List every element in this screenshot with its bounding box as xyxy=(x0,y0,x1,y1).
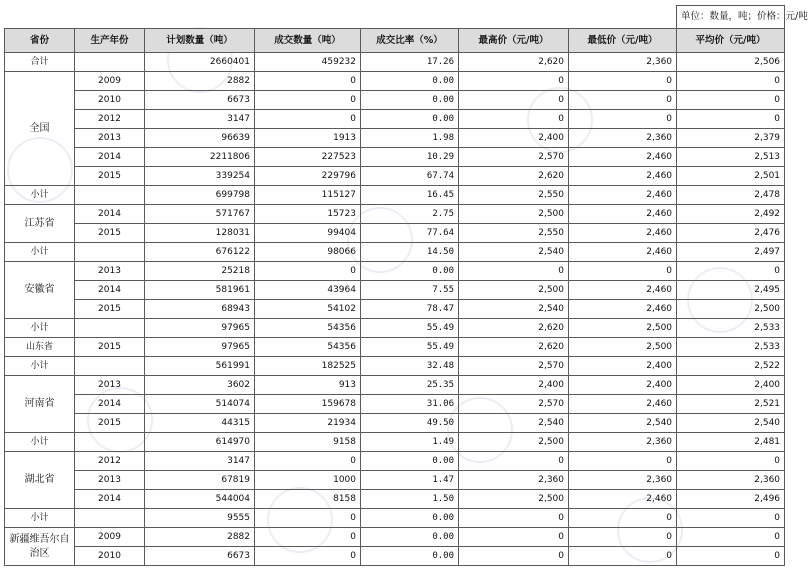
province-cell: 江苏省 xyxy=(5,205,75,243)
plan-cell: 2660401 xyxy=(145,53,255,72)
province-cell: 小计 xyxy=(5,243,75,262)
year-cell: 2009 xyxy=(75,72,145,91)
min-price-cell: 2,540 xyxy=(569,414,677,433)
avg-price-cell: 0 xyxy=(677,262,785,281)
rate-cell: 16.45 xyxy=(361,186,459,205)
table-row xyxy=(5,224,785,243)
table-row xyxy=(5,167,785,186)
min-price-cell: 2,360 xyxy=(569,471,677,490)
min-price-cell: 0 xyxy=(569,452,677,471)
plan-cell: 6673 xyxy=(145,91,255,110)
avg-price-cell: 2,501 xyxy=(677,167,785,186)
table-row xyxy=(5,395,785,414)
deal-cell: 9158 xyxy=(255,433,361,452)
deal-cell: 99404 xyxy=(255,224,361,243)
province-cell: 河南省 xyxy=(5,376,75,433)
max-price-cell: 2,400 xyxy=(459,376,569,395)
rate-cell: 0.00 xyxy=(361,452,459,471)
avg-price-cell: 0 xyxy=(677,528,785,547)
min-price-cell: 2,460 xyxy=(569,395,677,414)
table-row xyxy=(5,528,785,547)
avg-price-cell: 2,496 xyxy=(677,490,785,509)
avg-price-cell: 0 xyxy=(677,72,785,91)
avg-price-cell: 2,495 xyxy=(677,281,785,300)
plan-cell: 68943 xyxy=(145,300,255,319)
avg-price-cell: 2,481 xyxy=(677,433,785,452)
province-cell: 合计 xyxy=(5,53,75,72)
plan-cell: 2882 xyxy=(145,72,255,91)
table-row xyxy=(5,414,785,433)
col-header-max: 最高价（元/吨） xyxy=(459,29,569,53)
plan-cell: 571767 xyxy=(145,205,255,224)
deal-cell: 159678 xyxy=(255,395,361,414)
avg-price-cell: 0 xyxy=(677,91,785,110)
min-price-cell: 2,460 xyxy=(569,167,677,186)
deal-cell: 98066 xyxy=(255,243,361,262)
plan-cell: 544004 xyxy=(145,490,255,509)
rate-cell: 1.50 xyxy=(361,490,459,509)
province-cell: 小计 xyxy=(5,319,75,338)
max-price-cell: 2,570 xyxy=(459,148,569,167)
col-header-avg: 平均价（元/吨） xyxy=(677,29,785,53)
rate-cell: 78.47 xyxy=(361,300,459,319)
plan-cell: 67819 xyxy=(145,471,255,490)
province-cell: 安徽省 xyxy=(5,262,75,319)
plan-cell: 3147 xyxy=(145,452,255,471)
year-cell: 2013 xyxy=(75,262,145,281)
min-price-cell: 0 xyxy=(569,509,677,528)
year-cell: 2014 xyxy=(75,395,145,414)
max-price-cell: 0 xyxy=(459,547,569,566)
data-table xyxy=(4,5,808,566)
max-price-cell: 2,570 xyxy=(459,395,569,414)
plan-cell: 339254 xyxy=(145,167,255,186)
plan-cell: 3602 xyxy=(145,376,255,395)
plan-cell: 514074 xyxy=(145,395,255,414)
min-price-cell: 2,460 xyxy=(569,205,677,224)
plan-cell: 2882 xyxy=(145,528,255,547)
col-header-deal: 成交数量（吨） xyxy=(255,29,361,53)
col-header-min: 最低价（元/吨） xyxy=(569,29,677,53)
table-row xyxy=(5,471,785,490)
min-price-cell: 2,500 xyxy=(569,319,677,338)
rate-cell: 17.26 xyxy=(361,53,459,72)
plan-cell: 614970 xyxy=(145,433,255,452)
avg-price-cell: 2,360 xyxy=(677,471,785,490)
col-header-province: 省份 xyxy=(5,29,75,53)
avg-price-cell: 0 xyxy=(677,452,785,471)
year-cell xyxy=(75,53,145,72)
rate-cell: 0.00 xyxy=(361,547,459,566)
rate-cell: 0.00 xyxy=(361,509,459,528)
table-row xyxy=(5,148,785,167)
min-price-cell: 2,360 xyxy=(569,129,677,148)
rate-cell: 25.35 xyxy=(361,376,459,395)
avg-price-cell: 2,492 xyxy=(677,205,785,224)
table-row xyxy=(5,281,785,300)
year-cell: 2010 xyxy=(75,547,145,566)
avg-price-cell: 2,478 xyxy=(677,186,785,205)
min-price-cell: 2,400 xyxy=(569,376,677,395)
max-price-cell: 2,500 xyxy=(459,433,569,452)
year-cell xyxy=(75,357,145,376)
deal-cell: 15723 xyxy=(255,205,361,224)
rate-cell: 55.49 xyxy=(361,338,459,357)
min-price-cell: 0 xyxy=(569,91,677,110)
avg-price-cell: 0 xyxy=(677,110,785,129)
province-cell: 全国 xyxy=(5,72,75,186)
deal-cell: 1000 xyxy=(255,471,361,490)
col-header-rate: 成交比率（%） xyxy=(361,29,459,53)
plan-cell: 25218 xyxy=(145,262,255,281)
year-cell: 2013 xyxy=(75,376,145,395)
rate-cell: 1.49 xyxy=(361,433,459,452)
table-row xyxy=(5,300,785,319)
max-price-cell: 0 xyxy=(459,262,569,281)
table-row xyxy=(5,110,785,129)
table-row xyxy=(5,186,785,205)
rate-cell: 10.29 xyxy=(361,148,459,167)
deal-cell: 43964 xyxy=(255,281,361,300)
year-cell xyxy=(75,319,145,338)
table-row xyxy=(5,319,785,338)
min-price-cell: 2,460 xyxy=(569,243,677,262)
min-price-cell: 0 xyxy=(569,547,677,566)
year-cell: 2014 xyxy=(75,490,145,509)
avg-price-cell: 2,506 xyxy=(677,53,785,72)
rate-cell: 0.00 xyxy=(361,262,459,281)
min-price-cell: 0 xyxy=(569,528,677,547)
avg-price-cell: 2,521 xyxy=(677,395,785,414)
year-cell: 2013 xyxy=(75,129,145,148)
min-price-cell: 2,500 xyxy=(569,338,677,357)
max-price-cell: 2,570 xyxy=(459,357,569,376)
rate-cell: 67.74 xyxy=(361,167,459,186)
avg-price-cell: 2,476 xyxy=(677,224,785,243)
table-row xyxy=(5,205,785,224)
rate-cell: 55.49 xyxy=(361,319,459,338)
max-price-cell: 0 xyxy=(459,72,569,91)
plan-cell: 676122 xyxy=(145,243,255,262)
deal-cell: 0 xyxy=(255,547,361,566)
plan-cell: 581961 xyxy=(145,281,255,300)
table-row xyxy=(5,433,785,452)
year-cell xyxy=(75,509,145,528)
min-price-cell: 2,460 xyxy=(569,224,677,243)
year-cell xyxy=(75,433,145,452)
min-price-cell: 2,460 xyxy=(569,186,677,205)
max-price-cell: 2,620 xyxy=(459,53,569,72)
min-price-cell: 2,460 xyxy=(569,300,677,319)
rate-cell: 77.64 xyxy=(361,224,459,243)
header-row xyxy=(5,29,785,53)
avg-price-cell: 2,533 xyxy=(677,338,785,357)
rate-cell: 0.00 xyxy=(361,91,459,110)
plan-cell: 44315 xyxy=(145,414,255,433)
deal-cell: 0 xyxy=(255,452,361,471)
deal-cell: 21934 xyxy=(255,414,361,433)
rate-cell: 2.75 xyxy=(361,205,459,224)
max-price-cell: 0 xyxy=(459,452,569,471)
plan-cell: 6673 xyxy=(145,547,255,566)
year-cell: 2015 xyxy=(75,338,145,357)
rate-cell: 0.00 xyxy=(361,72,459,91)
rate-cell: 32.48 xyxy=(361,357,459,376)
avg-price-cell: 0 xyxy=(677,509,785,528)
deal-cell: 459232 xyxy=(255,53,361,72)
province-cell: 新疆维吾尔自治区 xyxy=(5,528,75,566)
table-row xyxy=(5,357,785,376)
rate-cell: 1.98 xyxy=(361,129,459,148)
deal-cell: 54102 xyxy=(255,300,361,319)
rate-cell: 1.47 xyxy=(361,471,459,490)
min-price-cell: 0 xyxy=(569,72,677,91)
deal-cell: 229796 xyxy=(255,167,361,186)
max-price-cell: 0 xyxy=(459,91,569,110)
province-cell: 小计 xyxy=(5,433,75,452)
table-row xyxy=(5,262,785,281)
table-row xyxy=(5,243,785,262)
max-price-cell: 2,360 xyxy=(459,471,569,490)
deal-cell: 8158 xyxy=(255,490,361,509)
deal-cell: 227523 xyxy=(255,148,361,167)
max-price-cell: 2,620 xyxy=(459,167,569,186)
unit-note: 单位：数量，吨；价格：元/吨 xyxy=(677,6,785,29)
table-row xyxy=(5,129,785,148)
province-cell: 小计 xyxy=(5,357,75,376)
deal-cell: 0 xyxy=(255,262,361,281)
min-price-cell: 0 xyxy=(569,110,677,129)
year-cell: 2013 xyxy=(75,471,145,490)
year-cell: 2014 xyxy=(75,281,145,300)
max-price-cell: 2,500 xyxy=(459,205,569,224)
province-cell: 小计 xyxy=(5,186,75,205)
max-price-cell: 2,400 xyxy=(459,129,569,148)
year-cell: 2015 xyxy=(75,414,145,433)
max-price-cell: 2,620 xyxy=(459,338,569,357)
rate-cell: 49.50 xyxy=(361,414,459,433)
min-price-cell: 2,460 xyxy=(569,281,677,300)
year-cell xyxy=(75,186,145,205)
year-cell: 2015 xyxy=(75,300,145,319)
col-header-year: 生产年份 xyxy=(75,29,145,53)
max-price-cell: 2,540 xyxy=(459,243,569,262)
table-row xyxy=(5,452,785,471)
max-price-cell: 0 xyxy=(459,528,569,547)
deal-cell: 0 xyxy=(255,91,361,110)
max-price-cell: 0 xyxy=(459,509,569,528)
min-price-cell: 2,360 xyxy=(569,433,677,452)
province-cell: 湖北省 xyxy=(5,452,75,509)
plan-cell: 2211806 xyxy=(145,148,255,167)
max-price-cell: 2,620 xyxy=(459,319,569,338)
min-price-cell: 2,460 xyxy=(569,490,677,509)
min-price-cell: 2,360 xyxy=(569,53,677,72)
deal-cell: 0 xyxy=(255,72,361,91)
rate-cell: 14.50 xyxy=(361,243,459,262)
deal-cell: 182525 xyxy=(255,357,361,376)
table-row xyxy=(5,490,785,509)
max-price-cell: 2,500 xyxy=(459,281,569,300)
year-cell: 2009 xyxy=(75,528,145,547)
avg-price-cell: 2,540 xyxy=(677,414,785,433)
year-cell: 2015 xyxy=(75,224,145,243)
table-row xyxy=(5,338,785,357)
min-price-cell: 2,460 xyxy=(569,148,677,167)
avg-price-cell: 2,379 xyxy=(677,129,785,148)
table-row xyxy=(5,91,785,110)
rate-cell: 7.55 xyxy=(361,281,459,300)
deal-cell: 115127 xyxy=(255,186,361,205)
table-row xyxy=(5,72,785,91)
max-price-cell: 0 xyxy=(459,110,569,129)
unit-row xyxy=(5,6,785,29)
year-cell: 2012 xyxy=(75,110,145,129)
table-row xyxy=(5,509,785,528)
rate-cell: 0.00 xyxy=(361,110,459,129)
rate-cell: 0.00 xyxy=(361,528,459,547)
avg-price-cell: 2,533 xyxy=(677,319,785,338)
province-cell: 山东省 xyxy=(5,338,75,357)
deal-cell: 54356 xyxy=(255,338,361,357)
table-body xyxy=(5,53,785,566)
deal-cell: 54356 xyxy=(255,319,361,338)
avg-price-cell: 2,500 xyxy=(677,300,785,319)
rate-cell: 31.06 xyxy=(361,395,459,414)
max-price-cell: 2,550 xyxy=(459,224,569,243)
deal-cell: 0 xyxy=(255,528,361,547)
year-cell: 2014 xyxy=(75,148,145,167)
max-price-cell: 2,500 xyxy=(459,490,569,509)
plan-cell: 3147 xyxy=(145,110,255,129)
avg-price-cell: 2,400 xyxy=(677,376,785,395)
year-cell xyxy=(75,243,145,262)
year-cell: 2014 xyxy=(75,205,145,224)
max-price-cell: 2,540 xyxy=(459,414,569,433)
min-price-cell: 2,400 xyxy=(569,357,677,376)
plan-cell: 699798 xyxy=(145,186,255,205)
plan-cell: 97965 xyxy=(145,338,255,357)
col-header-plan: 计划数量（吨） xyxy=(145,29,255,53)
avg-price-cell: 0 xyxy=(677,547,785,566)
plan-cell: 561991 xyxy=(145,357,255,376)
deal-cell: 0 xyxy=(255,110,361,129)
max-price-cell: 2,540 xyxy=(459,300,569,319)
plan-cell: 97965 xyxy=(145,319,255,338)
avg-price-cell: 2,522 xyxy=(677,357,785,376)
year-cell: 2010 xyxy=(75,91,145,110)
avg-price-cell: 2,513 xyxy=(677,148,785,167)
plan-cell: 96639 xyxy=(145,129,255,148)
plan-cell: 128031 xyxy=(145,224,255,243)
plan-cell: 9555 xyxy=(145,509,255,528)
year-cell: 2015 xyxy=(75,167,145,186)
table-row xyxy=(5,376,785,395)
max-price-cell: 2,550 xyxy=(459,186,569,205)
table-row xyxy=(5,53,785,72)
avg-price-cell: 2,497 xyxy=(677,243,785,262)
deal-cell: 913 xyxy=(255,376,361,395)
deal-cell: 0 xyxy=(255,509,361,528)
min-price-cell: 0 xyxy=(569,262,677,281)
year-cell: 2012 xyxy=(75,452,145,471)
table-row xyxy=(5,547,785,566)
deal-cell: 1913 xyxy=(255,129,361,148)
province-cell: 小计 xyxy=(5,509,75,528)
